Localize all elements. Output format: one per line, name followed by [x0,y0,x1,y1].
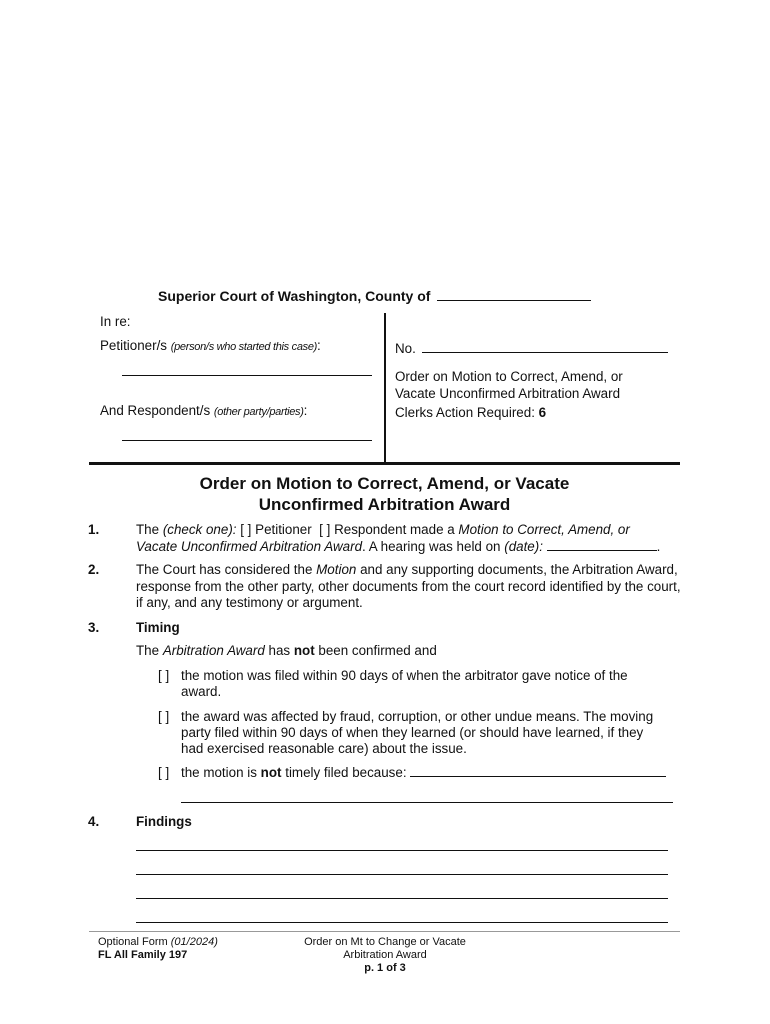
section-3-heading: Timing [136,620,180,635]
page-title-line-1: Order on Motion to Correct, Amend, or Vacate [199,474,570,493]
court-heading [158,288,591,304]
doc-title-line-1: Order on Motion to Correct, Amend, or [395,369,623,384]
page-title-line-2: Unconfirmed Arbitration Award [258,495,511,514]
untimely-reason-field-2[interactable] [181,802,673,803]
timing-option-3-checkbox[interactable]: [ ] [158,765,170,780]
section-2-text: The Court has considered the Motion and any supporting documents, the Arbitration Award, response from the other party, other documents from the court record identified by the court, if any, and any testimony or argument. [136,562,681,610]
untimely-reason-field[interactable] [410,776,666,777]
case-number-field[interactable] [422,352,668,353]
timing-option-2-checkbox[interactable]: [ ] [158,709,170,724]
findings-line-1[interactable] [136,850,668,851]
petitioner-label: Petitioner/s (person/s who started this case): [100,338,321,353]
form-id: FL All Family 197 [98,949,188,961]
respondent-checkbox[interactable]: [ ] [319,522,331,537]
footer-rule [89,931,680,932]
petitioner-name-field[interactable] [122,375,372,376]
section-4-number: 4. [88,814,100,829]
section-4-heading: Findings [136,814,192,829]
section-3-intro: The Arbitration Award has not been confirmed and [136,643,437,658]
page-number: p. 1 of 3 [364,962,406,974]
section-1-text: The (check one): [ ] Petitioner [ ] Respondent made a Motion to Correct, Amend, or Vacate Unconfirmed Arbitration Award. A hearing was held on (date): . [136,522,661,554]
petitioner-checkbox[interactable]: [ ] [240,522,252,537]
case-number: No. [395,341,668,356]
respondent-label: And Respondent/s (other party/parties): [100,403,308,418]
caption-rule [89,462,680,465]
respondent-name-field[interactable] [122,440,372,441]
document-title-block [395,369,623,422]
findings-line-4[interactable] [136,922,668,923]
doc-title-line-2: Vacate Unconfirmed Arbitration Award [395,385,621,401]
footer-left: Optional Form (01/2024) FL All Family 197 [98,936,218,961]
findings-line-2[interactable] [136,874,668,875]
clerk-action: Clerks Action Required: 6 [395,405,547,420]
section-3-number: 3. [88,620,100,635]
timing-option-2: [ ] the award was affected by fraud, corruption, or other undue means. The moving party filed within 90 days of when they learned (or should have learned, if they had exercised reasonable care) about the issue. [158,709,654,756]
in-re-label: In re: [100,314,131,329]
page-title [89,473,680,515]
petitioner-hint: (person/s who started this case) [170,341,318,353]
county-field[interactable] [437,300,591,301]
section-1-number: 1. [88,522,100,537]
findings-line-3[interactable] [136,898,668,899]
timing-option-1: [ ] the motion was filed within 90 days of when the arbitrator gave notice of the award. [158,668,628,699]
section-2-number: 2. [88,562,100,577]
caption-divider [384,313,386,463]
hearing-date-field[interactable] [547,550,657,551]
clerk-action-code: 6 [538,405,547,420]
respondent-hint: (other party/parties) [213,406,304,418]
footer-center: Order on Mt to Change or Vacate Arbitration Award p. 1 of 3 [285,936,485,975]
timing-option-3: [ ] the motion is not timely filed because: [158,765,678,781]
timing-option-1-checkbox[interactable]: [ ] [158,668,170,683]
court-label: Superior Court of Washington, County of [158,288,431,304]
